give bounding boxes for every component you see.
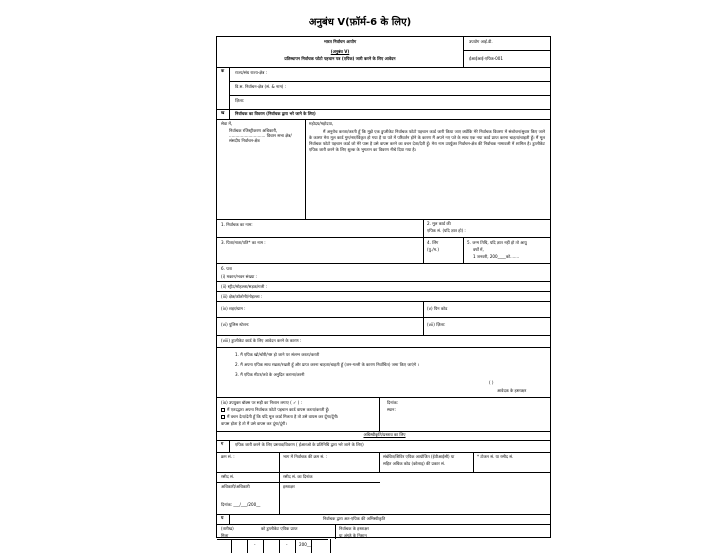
field-elector-name: 1. निर्वाचक का नाम: [221, 222, 253, 227]
ga-officer: अधिकारी/अधिकारी [221, 484, 250, 489]
rule [217, 524, 550, 525]
sec-kha-label: ख [221, 110, 225, 115]
addressee-text: निर्वाचक रजिस्ट्रीकरण अधिकारी, ............................ विधान सभा क्षेत्र/संसदीय निर्वाचन-क्षेत्र [229, 128, 292, 143]
checkbox[interactable] [221, 408, 225, 412]
rule [217, 67, 550, 68]
rule [423, 219, 424, 237]
rule [229, 81, 550, 82]
sec-ka-state: राज्य/संघ राज्य-क्षेत्र : [235, 70, 268, 75]
declaration-option-2: मैं वचन देता/देती हूँ कि यदि मूल कार्ड मिलता है तो उसे वापस कर दूँगा/दूँगी। [221, 415, 338, 420]
rule [217, 301, 550, 302]
gha-received-label: मिला [221, 533, 229, 538]
field-original-card: 2. मूल कार्ड की [427, 221, 451, 226]
field-dob-date: 1 जनवरी, 200____को....... [473, 254, 520, 259]
declaration-place: स्थान: [387, 407, 396, 412]
rule [217, 335, 550, 336]
sec-ka-constituency: वि.स. निर्वाचन-क्षेत्र (सं. & नाम) : [235, 84, 287, 89]
gha-duplicate-received: को डुप्लीकेट एपिक प्राप्त [261, 526, 298, 531]
address-area: (iii) क्षेत्र/कॉलोनी/मोहल्ला : [221, 294, 263, 299]
sec-gha-title: निर्वाचक द्वारा अत-एपिक की अभिस्वीकृति [322, 516, 386, 521]
rule [229, 440, 230, 452]
address-pin: (v) पिन कोड [427, 306, 448, 311]
ga-epic-centre-2: सहित अधिक कोड (कोलाइ) की प्रकार सं. [383, 461, 446, 466]
rule [217, 440, 550, 441]
rule [217, 482, 380, 483]
page-title: अनुबंध V(फ़ॉर्म-6 के लिए) [308, 17, 412, 28]
rule [311, 539, 312, 553]
field-gender: 4. लिंग [427, 240, 439, 245]
checkbox[interactable] [221, 415, 225, 419]
rule [217, 109, 550, 110]
reason-item: 1. मैं एपिक खो/चोरी/नष्ट हो जाने पर संलग्न करता/करती [235, 352, 320, 357]
rule [379, 397, 380, 431]
rule [217, 237, 550, 238]
rule [229, 67, 230, 109]
ga-receipt-date: रसीद सं. का दिनांक [283, 474, 313, 479]
rule [217, 514, 550, 515]
rule [463, 237, 464, 263]
rule [217, 472, 550, 473]
header-office-use: उपयोग आई.डी. [469, 39, 493, 44]
field-epic-number: एपिक सं. (यदि ज्ञात हो) : [427, 228, 466, 233]
ga-receipt: रसीद सं. [221, 474, 235, 479]
field-dob: 5. जन्म तिथि, यदि ज्ञात नहीं हो तो आयु [467, 240, 527, 245]
sec-ka-label: क [221, 68, 225, 73]
rule [217, 347, 550, 348]
rule [217, 452, 550, 453]
address-street: (ii) स्ट्रीट/मोहल्ला/सड़क/गली : [221, 284, 267, 289]
rule [217, 263, 550, 264]
ga-serial: क्रम सं. : [221, 454, 235, 459]
header-title: प्रतिस्थापन निर्वाचक फोटो पहचान पत्र (एपिक) जारी करने के लिए आवेदन [284, 56, 396, 61]
rule [217, 291, 550, 292]
field-relative-name: 3. पिता/माता/पति* का नाम : [221, 240, 266, 245]
reason-item: 3. मैं एपिक मीटर/लवे के अनुदित कराना/करनी [235, 372, 305, 377]
form-sheet [216, 36, 551, 547]
header-divider [463, 37, 464, 67]
address-house: (i) मकान/भवन संख्या : [221, 274, 257, 279]
header-annex: (अनुबंध V) [330, 49, 350, 54]
rule [217, 281, 550, 282]
rule [335, 524, 336, 539]
rule [217, 119, 550, 120]
salutation: महोदय/महोदया, [309, 121, 334, 126]
sec-ka-district: ज़िला: [235, 98, 245, 103]
address-town: (iv) शहर/ग्राम : [221, 306, 246, 311]
addressee-label: सेवा में, [221, 121, 233, 126]
rule [279, 452, 280, 514]
sec-ga-label: ग [221, 441, 224, 446]
sec-kha-title: निर्वाचक का विवरण (निर्वाचक द्वारा भरे जाने के लिए) [235, 111, 316, 116]
gha-date-year: 200__ [299, 542, 311, 547]
address-district: (vii) ज़िला: [427, 322, 446, 327]
rule [217, 317, 550, 318]
ga-part-serial: भाग में निर्वाचक की क्रम सं. : [283, 454, 328, 459]
rule [423, 301, 424, 335]
gha-elector-signature: निर्वाचक के हस्ताक्षर [339, 526, 369, 531]
rule [263, 539, 264, 553]
reason-heading: (viii) डुप्लीकेट कार्ड के लिए आवेदन करने के कारण : [221, 338, 302, 343]
gha-date-separator: - [286, 542, 288, 547]
rule [295, 539, 296, 553]
rule [247, 539, 248, 553]
ga-epic-centre: संबंधित/शिविर एपिक आयोजित (ईपीआईसी) या [383, 454, 455, 459]
rule [330, 539, 331, 553]
declaration-option-1: मैं एतदद्वारा अपना निर्वाचक फोटो पहचान कार्ड वापस करता/करती हूँ। [221, 408, 329, 413]
field-gender-hint: (पु./म.) [427, 247, 439, 252]
sec-ga-title: एपिक जारी करने के लिए प्रस्ताव/विवरण ( ईआरओ के प्रतिनिधि द्वारा भरे जाने के लिए) [235, 442, 364, 447]
declaration-date: दिनांक: [387, 400, 399, 405]
gha-date-separator: - [254, 542, 256, 547]
signature-paren: ( ) [489, 380, 494, 385]
rule [379, 452, 380, 472]
reason-item: 2. मैं अपना एपिक साथ रखता/रखती हूँ और प्राप्त करना चाहता/चाहती हूँ (जन-गल्ती के कारण निर्वाचित) जमा किए जाएंगे । [235, 362, 419, 367]
ga-signature: हस्ताक्षर [283, 484, 295, 489]
gha-date-label: (तारीख) [221, 526, 234, 531]
address-police: (vi) पुलिस स्टेशन: [221, 322, 250, 327]
rule [229, 95, 550, 96]
signature-label: आवेदक के हस्ताक्षर [497, 388, 527, 393]
rule [231, 539, 232, 553]
rule [279, 539, 280, 553]
rule [473, 452, 474, 472]
sec-gha-label: घ [221, 515, 224, 520]
field-dob-years: वर्षों में, [473, 247, 484, 252]
header-form-code: ईआईआई-एपिक-001 [469, 56, 503, 61]
address-heading: 6. पता [221, 266, 232, 271]
office-heading: अधिस्वीकृति/प्रस्ताव का लिए [363, 432, 406, 437]
rule [423, 237, 424, 263]
request-body: मैं अनुरोध करता/करती हूँ कि मुझे एक डुप्लीकेट निर्वाचक फोटो पहचान कार्ड जारी किया जाए क्योंकि मेरे निर्वाचक विवरण में संशोधन/सुधार किए जाने के कारण मेरा मूल कार्ड गुम/नष्ट/विकृत हो गया है या पते में परिवर्तन होने के कारण मैं अपने नए पते के साथ एक नया कार्ड प्राप्त करना चाहता/चाहती हूँ। मैं मूल निर्वाचक फोटो पहचान कार्ड जो मेरे पास है उसे वापस करने का वचन देता/देती हूँ। मेरा नाम उपर्युक्त निर्वाचन-क्षेत्र की निर्वाचक नामावली में शामिल है। डुप्लीकेट एपिक जारी करने के लिए शुल्क के भुगतान का विवरण नीचे दिया गया है। [309, 129, 545, 152]
rule [229, 109, 230, 119]
header-org: भारत निर्वाचन आयोग [323, 39, 357, 44]
rule [305, 119, 306, 219]
rule [217, 397, 550, 398]
declaration-option-3: वापस होता है तो मैं उसे वापस कर दूंगा/दूंगी। [221, 421, 287, 426]
gha-thumb-impression: या अंगूठे के निशान [339, 533, 367, 538]
ga-token: * टोकन सं. या रसीद सं. [477, 454, 514, 459]
declaration-instruction: (ix) उपयुक्त बॉक्स पर सही का निशान लगाए ( ✓ ) : [221, 400, 302, 405]
header-hline [463, 50, 550, 51]
rule [217, 219, 550, 220]
ga-date: दिनांक: ___/___/200__ [221, 502, 261, 507]
